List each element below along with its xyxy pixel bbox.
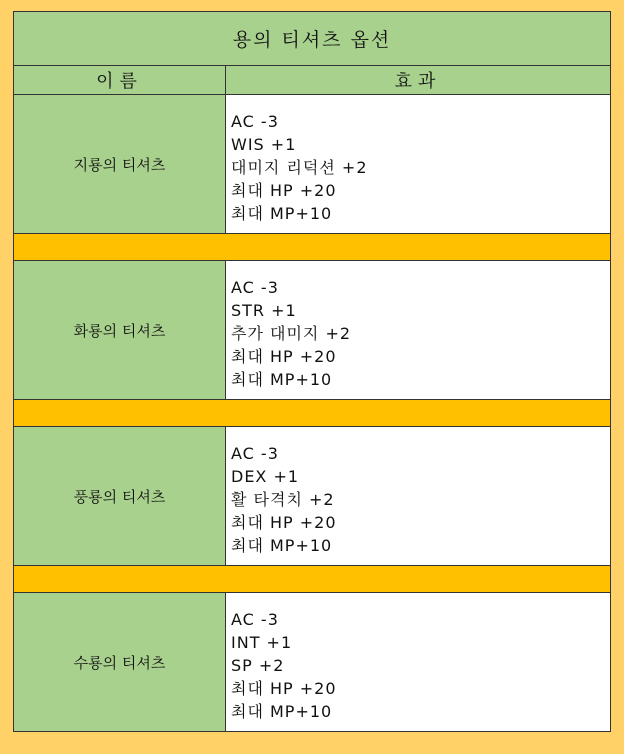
item-effects	[225, 426, 611, 566]
effect-line: 최대 HP +20	[231, 347, 337, 366]
item-effects	[225, 260, 611, 400]
table-row	[13, 426, 611, 566]
effect-line: DEX +1	[231, 467, 300, 486]
effect-line: 최대 HP +20	[231, 679, 337, 698]
table-row	[13, 592, 611, 732]
effect-line: 추가 대미지 +2	[231, 324, 352, 343]
effect-line: AC -3	[231, 610, 279, 629]
item-effects	[225, 94, 611, 234]
header-row	[13, 65, 611, 95]
item-effects	[225, 592, 611, 732]
row-divider	[13, 233, 611, 261]
effect-line: AC -3	[231, 444, 279, 463]
item-name: 풍룡의 티셔츠	[13, 426, 226, 566]
table-row	[13, 260, 611, 400]
effect-line: 최대 MP+10	[231, 536, 333, 555]
row-divider	[13, 399, 611, 427]
effect-line: 활 타격치 +2	[231, 490, 335, 509]
effect-line: 대미지 리덕션 +2	[231, 158, 368, 177]
effect-line: AC -3	[231, 278, 279, 297]
effect-line: 최대 MP+10	[231, 204, 333, 223]
effect-line: STR +1	[231, 301, 297, 320]
effect-line: 최대 MP+10	[231, 370, 333, 389]
table-row	[13, 94, 611, 234]
header-effect: 효과	[225, 65, 611, 95]
item-name: 지룡의 티셔츠	[13, 94, 226, 234]
item-name: 수룡의 티셔츠	[13, 592, 226, 732]
effect-line: 최대 HP +20	[231, 513, 337, 532]
header-name: 이름	[13, 65, 226, 95]
effect-line: 최대 MP+10	[231, 702, 333, 721]
effect-line: AC -3	[231, 112, 279, 131]
effect-line: WIS +1	[231, 135, 297, 154]
item-name: 화룡의 티셔츠	[13, 260, 226, 400]
options-table	[13, 11, 611, 732]
row-divider	[13, 565, 611, 593]
effect-line: INT +1	[231, 633, 293, 652]
effect-line: SP +2	[231, 656, 285, 675]
effect-line: 최대 HP +20	[231, 181, 337, 200]
table-title: 용의 티셔츠 옵션	[13, 11, 611, 66]
